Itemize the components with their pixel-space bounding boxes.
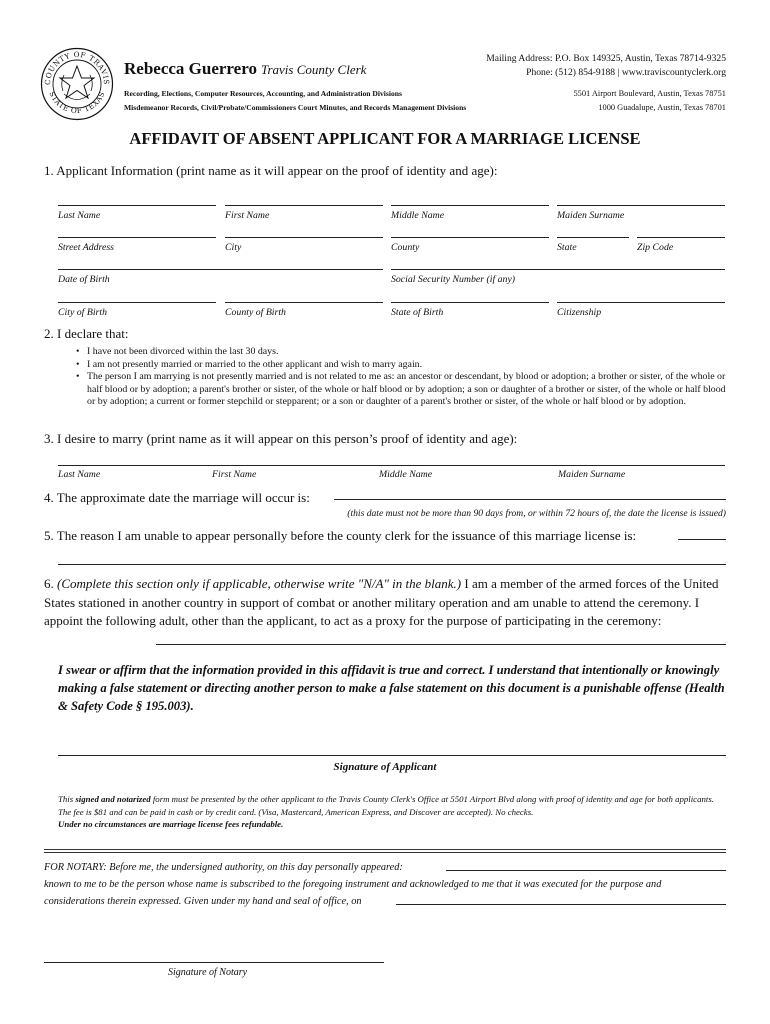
applicant-last-name-field[interactable]: Last Name: [58, 205, 216, 225]
notary-line-2: known to me to be the person whose name is subscribed to the foregoing instrument and acknowledged to me that it was executed for the purpose and: [44, 879, 662, 890]
county-field[interactable]: County: [391, 237, 549, 257]
zip-code-field[interactable]: Zip Code: [637, 237, 725, 257]
street-address-field[interactable]: Street Address: [58, 237, 216, 257]
applicant-name-row: [58, 205, 725, 225]
declaration-item: • I am not presently married or married to the other applicant and wish to marry again.: [76, 359, 726, 372]
declaration-item: • I have not been divorced within the last 30 days.: [76, 346, 726, 359]
section-4-heading: 4. The approximate date the marriage will occur is:: [44, 490, 310, 505]
mailing-address: Mailing Address: P.O. Box 149325, Austin, Texas 78714-9325: [486, 53, 726, 64]
applicant-middle-name-field[interactable]: Middle Name: [391, 205, 549, 225]
date-of-birth-field[interactable]: Date of Birth: [58, 269, 383, 289]
section-2-heading: 2. I declare that:: [44, 326, 129, 341]
county-of-birth-field[interactable]: County of Birth: [225, 302, 383, 322]
applicant-address-row: [58, 237, 725, 257]
phone-website: Phone: (512) 854-9188 | www.traviscountyclerk.org: [526, 67, 726, 78]
applicant-maiden-surname-field[interactable]: Maiden Surname: [557, 205, 725, 225]
notice-body: form must be presented by the other applicant to the Travis County Clerk's Office at 5501 Airport Blvd along with proof of identity and age for both applicants. The fee is $81 and can be paid in cash or by credit card. (Visa, Mastercard, American Express, and Discover are accepted). No checks.: [58, 794, 714, 817]
marriage-date-input-line[interactable]: [334, 499, 726, 500]
divisions-line-2: Misdemeanor Records, Civil/Probate/Commissioners Court Minutes, and Records Management Divisions: [124, 103, 467, 112]
notary-divider: [44, 849, 726, 850]
other-middle-name-label: Middle Name: [379, 469, 433, 480]
reason-input-line-2[interactable]: [58, 564, 726, 565]
applicant-birthplace-row: [58, 302, 725, 322]
divisions-line-1: Recording, Elections, Computer Resources, Accounting, and Administration Divisions: [124, 89, 402, 98]
section-5-heading: 5. The reason I am unable to appear personally before the county clerk for the issuance of this marriage license is:: [44, 528, 637, 543]
notary-divider-inner: [44, 852, 726, 853]
declarations-list: [76, 346, 726, 409]
notice-intro: This: [58, 794, 74, 804]
section-6-instruction: (Complete this section only if applicable, otherwise write "N/A" in the blank.): [57, 576, 462, 591]
section-6-number: 6.: [44, 576, 54, 591]
seal-ring-bottom-text: STATE OF TEXAS: [47, 90, 107, 116]
other-first-name-label: First Name: [212, 469, 257, 480]
section-6-text: I am a member of the armed forces of the United States stationed in another country in support of combat or another military operation and am unable to attend the ceremony. I appoint the following adult, other than the applicant, to act as a proxy for the purpose of participating in the ceremony:: [44, 576, 719, 628]
clerk-title: Travis County Clerk: [260, 62, 367, 77]
state-field[interactable]: State: [557, 237, 629, 257]
office-addresses: [573, 87, 726, 115]
office-address-1: 5501 Airport Boulevard, Austin, Texas 78751: [573, 89, 726, 98]
notary-signature-line[interactable]: [44, 962, 384, 963]
notice-emphasis: signed and notarized: [75, 794, 151, 804]
section-1-heading: 1. Applicant Information (print name as it will appear on the proof of identity and age):: [44, 163, 498, 178]
notary-date-input-line[interactable]: [396, 904, 726, 905]
applicant-birth-ssn-row: [58, 269, 725, 289]
clerk-name-text: Rebecca Guerrero: [124, 59, 257, 78]
divisions-list: [124, 87, 466, 115]
notary-line-3: considerations therein expressed. Given under my hand and seal of office, on: [44, 896, 362, 907]
state-of-birth-field[interactable]: State of Birth: [391, 302, 549, 322]
office-address-2: 1000 Guadalupe, Austin, Texas 78701: [598, 103, 726, 112]
city-of-birth-field[interactable]: City of Birth: [58, 302, 216, 322]
seal-ring-top-text: COUNTY OF TRAVIS: [42, 49, 112, 86]
citizenship-field[interactable]: Citizenship: [557, 302, 725, 322]
oath-statement: I swear or affirm that the information provided in this affidavit is true and correct. I understand that intentionally or knowingly making a false statement or directing another person to make a false statement on this document is a punishable offense (Health & Safety Code § 195.003).: [58, 663, 725, 713]
other-maiden-surname-label: Maiden Surname: [558, 469, 626, 480]
section-6-paragraph: [44, 575, 734, 631]
declaration-item: • The person I am marrying is not presently married and is not related to me as: an ancestor or descendant, by blood or adoption; a brother or sister, of the whole or half blood or by adoption; a parent's brother or sister, of the whole or half blood or by adoption; a son or daughter of a brother or sister, of the whole or half blood or by adoption; a current or former stepchild or stepparent; or a son or daughter of a parent's brother or sister, of the whole or half blood or by adoption.: [76, 371, 726, 409]
refund-notice: Under no circumstances are marriage license fees refundable.: [58, 819, 284, 829]
city-field[interactable]: City: [225, 237, 383, 257]
ssn-field[interactable]: Social Security Number (if any): [391, 269, 725, 289]
applicant-signature-label: Signature of Applicant: [333, 761, 437, 773]
form-title: AFFIDAVIT OF ABSENT APPLICANT FOR A MARRIAGE LICENSE: [129, 129, 641, 148]
contact-info: [486, 52, 726, 80]
reason-input-line-1[interactable]: [678, 539, 726, 540]
appeared-name-input-line[interactable]: [446, 870, 726, 871]
notary-signature-label: Signature of Notary: [168, 967, 248, 978]
svg-text:STATE OF TEXAS: [47, 90, 106, 115]
other-last-name-label: Last Name: [58, 469, 101, 480]
other-applicant-name-row: [58, 465, 725, 485]
clerk-name: [124, 59, 366, 79]
county-seal-logo: [40, 47, 114, 121]
notary-line-1: FOR NOTARY: Before me, the undersigned authority, on this day personally appeared:: [44, 862, 403, 873]
marriage-date-note: (this date must not be more than 90 days from, or within 72 hours of, the date the license is issued): [347, 508, 726, 519]
applicant-signature-line[interactable]: [58, 755, 726, 756]
proxy-name-input-line[interactable]: [156, 644, 726, 645]
submission-notice: [58, 793, 728, 831]
section-3-heading: 3. I desire to marry (print name as it will appear on this person’s proof of identity and age):: [44, 431, 518, 446]
applicant-first-name-field[interactable]: First Name: [225, 205, 383, 225]
notary-section: [44, 859, 734, 910]
